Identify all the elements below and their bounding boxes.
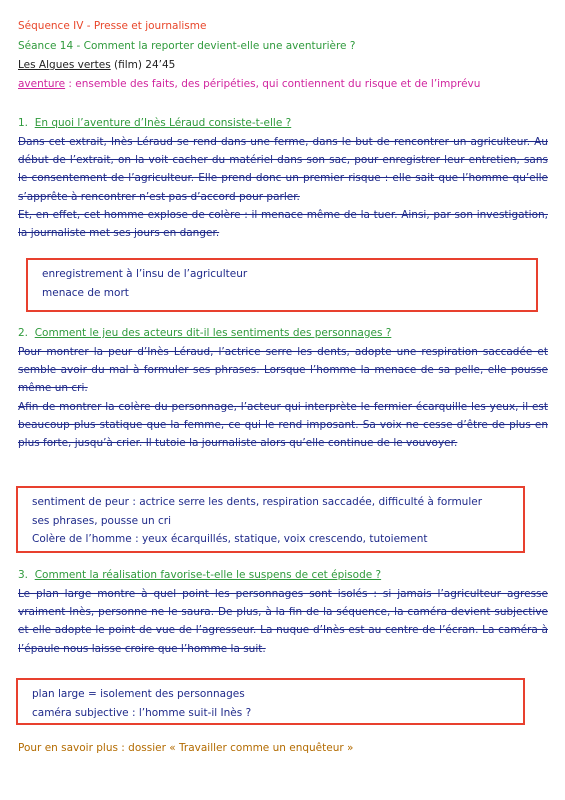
box-line: sentiment de peur : actrice serre les dents, respiration saccadée, difficulté à formuler — [32, 496, 483, 508]
answer-1 — [18, 133, 548, 242]
box-line: menace de mort — [42, 286, 129, 299]
box-line: caméra subjective : l’homme suit-il Inès ? — [32, 706, 252, 719]
answer-paragraph: Et, en effet, cet homme explose de colère : il menace même de la tuer. Ainsi, par son investigation, la journaliste met ses jours en danger. — [18, 208, 548, 240]
sequence-title: Séquence IV - Presse et journalisme — [18, 20, 207, 32]
question-number: 2. — [18, 327, 29, 339]
question-text: Comment le jeu des acteurs dit-il les sentiments des personnages ? — [34, 327, 392, 339]
question-2 — [18, 327, 391, 339]
film-suffix: (film) 24’45 — [110, 59, 176, 71]
definition-text: : ensemble des faits, des péripéties, qui contiennent du risque et de l’imprévu — [65, 78, 481, 90]
answer-paragraph: Pour montrer la peur d’Inès Léraud, l’actrice serre les dents, adopte une respiration saccadée et semble avoir du mal à formuler ses phrases. Lorsque l’homme la menace de sa pelle, elle pousse même un cri. — [18, 346, 548, 395]
question-text: En quoi l’aventure d’Inès Léraud consiste-t-elle ? — [34, 117, 292, 129]
box-line: enregistrement à l’insu de l’agriculteur — [42, 268, 248, 280]
question-1 — [18, 117, 291, 129]
question-number: 3. — [18, 569, 29, 581]
definition — [18, 78, 480, 90]
answer-paragraph: Le plan large montre à quel point les personnages sont isolés : si jamais l’agriculteur agresse vraiment Inès, personne ne le saura. De plus, à la fin de la séquence, la caméra devient subjective et elle adopte le point de vue de l’agresseur. La nuque d’Inès est au centre de l’écran. La caméra à l’épaule nous laisse croire que l’homme la suit. — [18, 588, 548, 655]
summary-box-1 — [26, 258, 538, 312]
answer-3 — [18, 585, 548, 658]
answer-2 — [18, 343, 548, 452]
answer-paragraph: Afin de montrer la colère du personnage, l’acteur qui interprète le fermier écarquille les yeux, il est beaucoup plus statique que la femme, ce qui le rend imposant. Sa voix ne cesse d’être de plus en plus forte, jusqu’à crier. Il tutoie la journaliste alors qu’elle continue de le vouvoyer. — [18, 400, 548, 450]
summary-box-2 — [16, 486, 525, 553]
definition-term: aventure — [18, 78, 66, 90]
box-line: Colère de l’homme : yeux écarquillés, statique, voix crescendo, tutoiement — [32, 533, 428, 546]
further-reading: Pour en savoir plus : dossier « Travailler comme un enquêteur » — [18, 742, 354, 754]
box-line: plan large = isolement des personnages — [32, 688, 245, 700]
question-3 — [18, 569, 381, 581]
film-reference — [18, 59, 175, 71]
question-number: 1. — [18, 117, 29, 129]
question-text: Comment la réalisation favorise-t-elle le suspens de cet épisode ? — [34, 569, 382, 581]
box-line: ses phrases, pousse un cri — [32, 514, 172, 527]
answer-paragraph: Dans cet extrait, Inès Léraud se rend dans une ferme, dans le but de rencontrer un agriculteur. Au début de l’extrait, on la voit cacher du matériel dans son sac, pour enregistrer leur entretien, sans le consentement de l’agriculteur. Elle prend donc un premier risque : elle sait que l’homme qu’elle s’apprête à rencontrer n’est pas d’accord pour parler. — [18, 136, 548, 203]
seance-title: Séance 14 - Comment la reporter devient-elle une aventurière ? — [18, 40, 356, 52]
film-title: Les Algues vertes — [18, 59, 111, 71]
summary-box-3 — [16, 678, 525, 725]
